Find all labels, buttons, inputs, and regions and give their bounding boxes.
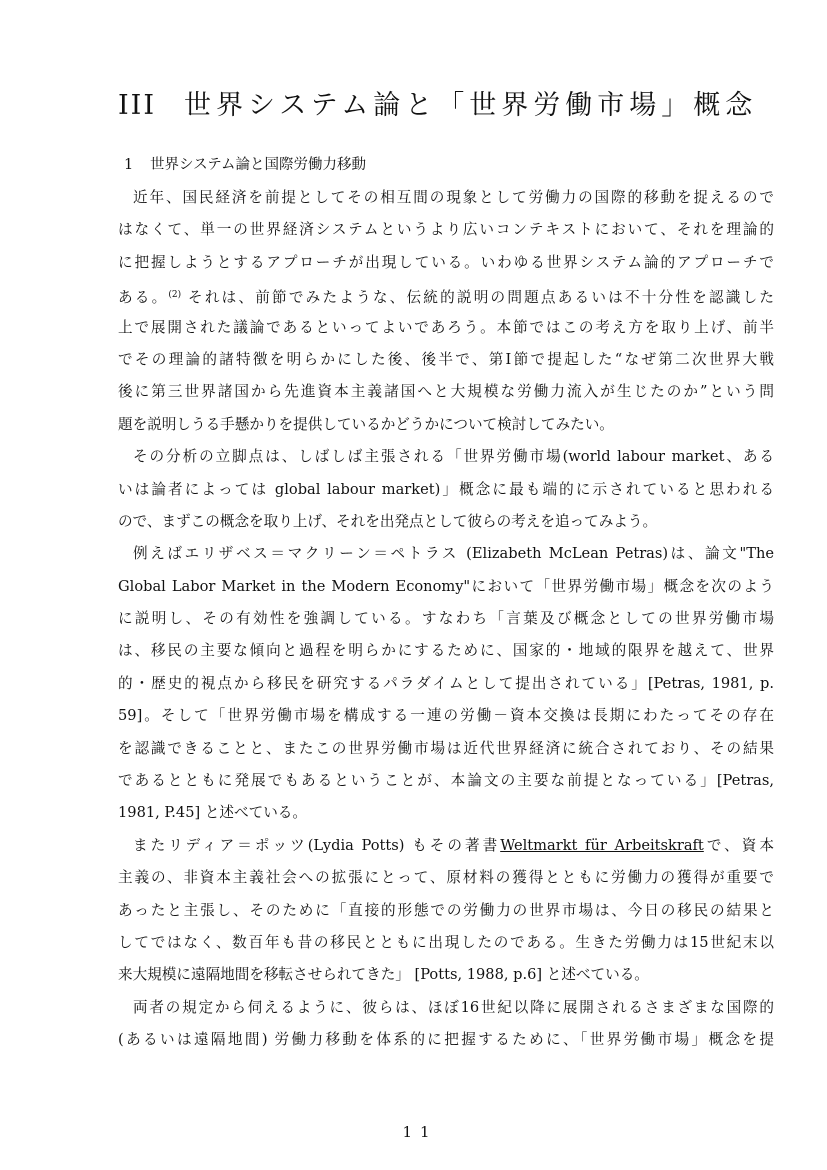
text-line: 的・歴史的視点から移民を研究するパラダイムとして提出されている」[Petras, 1981, p. bbox=[118, 674, 774, 692]
text-line: 1981, P.45] と述べている。 bbox=[118, 804, 307, 822]
paragraph-5 bbox=[118, 992, 774, 1057]
text-fragment: それは、前節でみたような、伝統的説明の問題点あるいは不十分性を認識した bbox=[181, 289, 774, 307]
text-line: してではなく、数百年も昔の移民とともに出現したのである。生きた労働力は15世紀末以 bbox=[118, 933, 774, 951]
page-number: 11 bbox=[402, 1123, 438, 1141]
chapter-title-text: 世界システム論と「世界労働市場」概念 bbox=[184, 90, 758, 121]
text-line: 両者の規定から伺えるように、彼らは、ほぼ16世紀以降に展開されるさまざまな国際的 bbox=[133, 998, 774, 1016]
text-fragment: ある。 bbox=[118, 289, 169, 307]
text-line: は、移民の主要な傾向と過程を明らかにするために、国家的・地域的限界を越えて、世界 bbox=[118, 642, 774, 660]
text-line bbox=[118, 279, 774, 311]
chapter-title bbox=[118, 86, 778, 126]
text-line: 上で展開された議論であるといってよいであろう。本節ではこの考え方を取り上げ、前半 bbox=[118, 318, 774, 336]
body-text bbox=[118, 182, 774, 1057]
text-line: に説明し、その有効性を強調している。すなわち「言葉及び概念としての世界労働市場 bbox=[118, 610, 774, 628]
text-line: 59]。そして「世界労働市場を構成する一連の労働－資本交換は長期にわたってその存在 bbox=[118, 707, 774, 725]
chapter-number: III bbox=[118, 90, 156, 121]
text-line: ので、まずこの概念を取り上げ、それを出発点として彼らの考えを追ってみよう。 bbox=[118, 512, 658, 530]
text-line: その分析の立脚点は、しばしば主張される「世界労働市場(world labour market、ある bbox=[133, 448, 774, 466]
section-heading bbox=[124, 154, 724, 176]
text-line: でその理論的諸特徴を明らかにした後、後半で、第Ⅰ節で提起した“なぜ第二次世界大戦 bbox=[118, 350, 774, 368]
paragraph-3 bbox=[118, 538, 774, 830]
text-line: あったと主張し、そのために「直接的形態での労働力の世界市場は、今日の移民の結果と bbox=[118, 901, 774, 919]
paragraph-2 bbox=[118, 441, 774, 538]
text-line: いは論者によっては global labour market)」概念に最も端的に示されていると思われる bbox=[118, 480, 774, 498]
section-number: 1 bbox=[124, 157, 134, 173]
text-line: 近年、国民経済を前提としてその相互間の現象として労働力の国際的移動を捉えるので bbox=[133, 189, 774, 206]
text-line: Global Labor Market in the Modern Economy"において「世界労働市場」概念を次のよう bbox=[118, 577, 774, 595]
section-title: 世界システム論と国際労働力移動 bbox=[150, 157, 367, 173]
text-line: 後に第三世界諸国から先進資本主義諸国へと大規模な労働力流入が生じたのか”という問 bbox=[118, 383, 774, 401]
text-line: を認識できることと、またこの世界労働市場は近代世界経済に統合されており、その結果 bbox=[118, 739, 774, 757]
text-line: に把握しようとするアプローチが出現している。いわゆる世界システム論的アプローチで bbox=[118, 253, 774, 271]
paragraph-1 bbox=[118, 182, 774, 441]
text-line: であるとともに発展でもあるということが、本論文の主要な前提となっている」[Petras, bbox=[118, 772, 774, 790]
note-reference: (2) bbox=[168, 290, 182, 301]
text-line: 主義の、非資本主義社会への拡張にとって、原材料の獲得とともに労働力の獲得が重要で bbox=[118, 869, 774, 887]
text-fragment: で、資本 bbox=[703, 836, 774, 854]
text-line: 来大規模に遠隔地間を移転させられてきた」 [Potts, 1988, p.6] と述べている。 bbox=[118, 966, 649, 984]
paragraph-4 bbox=[118, 830, 774, 992]
text-line: はなくて、単一の世界経済システムというより広いコンテキストにおいて、それを理論的 bbox=[118, 221, 774, 239]
text-fragment: またリディア＝ポッツ(Lydia Potts) もその著書 bbox=[133, 836, 501, 854]
text-line: (あるいは遠隔地間) 労働力移動を体系的に把握するために、「世界労働市場」概念を提 bbox=[118, 1031, 774, 1049]
book-title: Weltmarkt für Arbeitskraft bbox=[500, 836, 704, 854]
text-line: 例えばエリザベス＝マクリーン＝ペトラス (Elizabeth McLean Petras)は、論文"The bbox=[133, 545, 774, 563]
text-line bbox=[118, 830, 774, 862]
text-line: 題を説明しうる手懸かりを提供しているかどうかについて検討してみたい。 bbox=[118, 415, 614, 433]
